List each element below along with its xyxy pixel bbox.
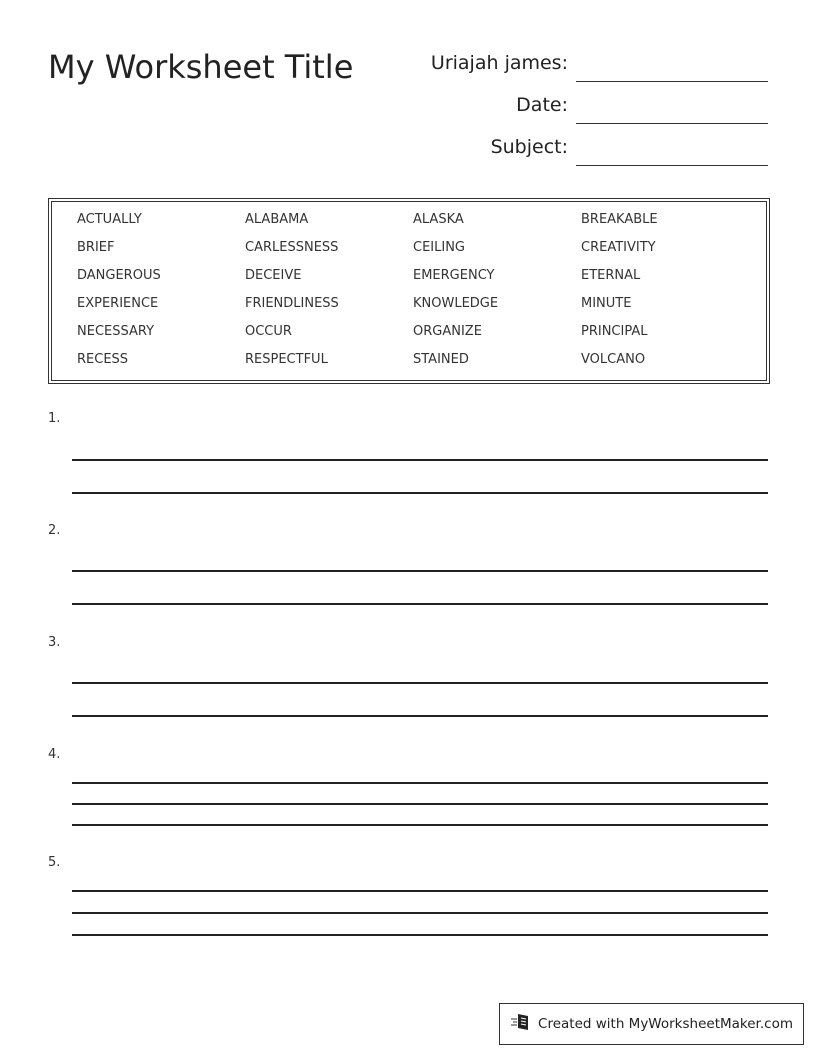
question-number: 1. [48,411,61,426]
word-bank-item: CREATIVITY [581,240,656,255]
field-input-line[interactable] [576,81,768,82]
answer-line[interactable] [72,912,768,914]
word-bank-item: CARLESSNESS [245,240,339,255]
word-bank-item: ALASKA [413,212,464,227]
answer-line[interactable] [72,570,768,572]
answer-line[interactable] [72,803,768,805]
word-bank-item: VOLCANO [581,352,646,367]
question-number: 3. [48,635,61,650]
answer-line[interactable] [72,782,768,784]
word-bank-item: MINUTE [581,296,632,311]
footer-text: Created with MyWorksheetMaker.com [538,1016,793,1032]
word-bank-item: NECESSARY [77,324,155,339]
word-bank-item: EMERGENCY [413,268,495,283]
answer-line[interactable] [72,603,768,605]
word-bank-item: DECEIVE [245,268,302,283]
word-bank-item: RECESS [77,352,129,367]
field-label: Uriajah james: [430,52,568,74]
word-bank [48,198,770,384]
word-bank-item: BRIEF [77,240,115,255]
answer-line[interactable] [72,824,768,826]
field-label: Subject: [490,136,568,158]
word-bank-item: ALABAMA [245,212,309,227]
answer-line[interactable] [72,934,768,936]
word-bank-item: RESPECTFUL [245,352,328,367]
word-bank-item: STAINED [413,352,469,367]
field-label: Date: [516,94,568,116]
answer-line[interactable] [72,890,768,892]
word-bank-item: PRINCIPAL [581,324,648,339]
question-number: 4. [48,747,61,762]
word-bank-item: OCCUR [245,324,292,339]
word-bank-item: DANGEROUS [77,268,161,283]
word-bank-item: EXPERIENCE [77,296,159,311]
word-bank-item: ETERNAL [581,268,641,283]
word-bank-item: BREAKABLE [581,212,658,227]
answer-line[interactable] [72,459,768,461]
field-input-line[interactable] [576,123,768,124]
word-bank-item: KNOWLEDGE [413,296,499,311]
worksheet-logo-icon [510,1012,532,1036]
word-bank-item: ACTUALLY [77,212,142,227]
word-bank-item: FRIENDLINESS [245,296,339,311]
field-input-line[interactable] [576,165,768,166]
answer-line[interactable] [72,715,768,717]
worksheet-title: My Worksheet Title [48,48,354,86]
word-bank-item: CEILING [413,240,465,255]
answer-line[interactable] [72,682,768,684]
word-bank-item: ORGANIZE [413,324,482,339]
question-number: 5. [48,855,61,870]
answer-line[interactable] [72,492,768,494]
question-number: 2. [48,523,61,538]
footer-badge[interactable] [499,1003,804,1045]
